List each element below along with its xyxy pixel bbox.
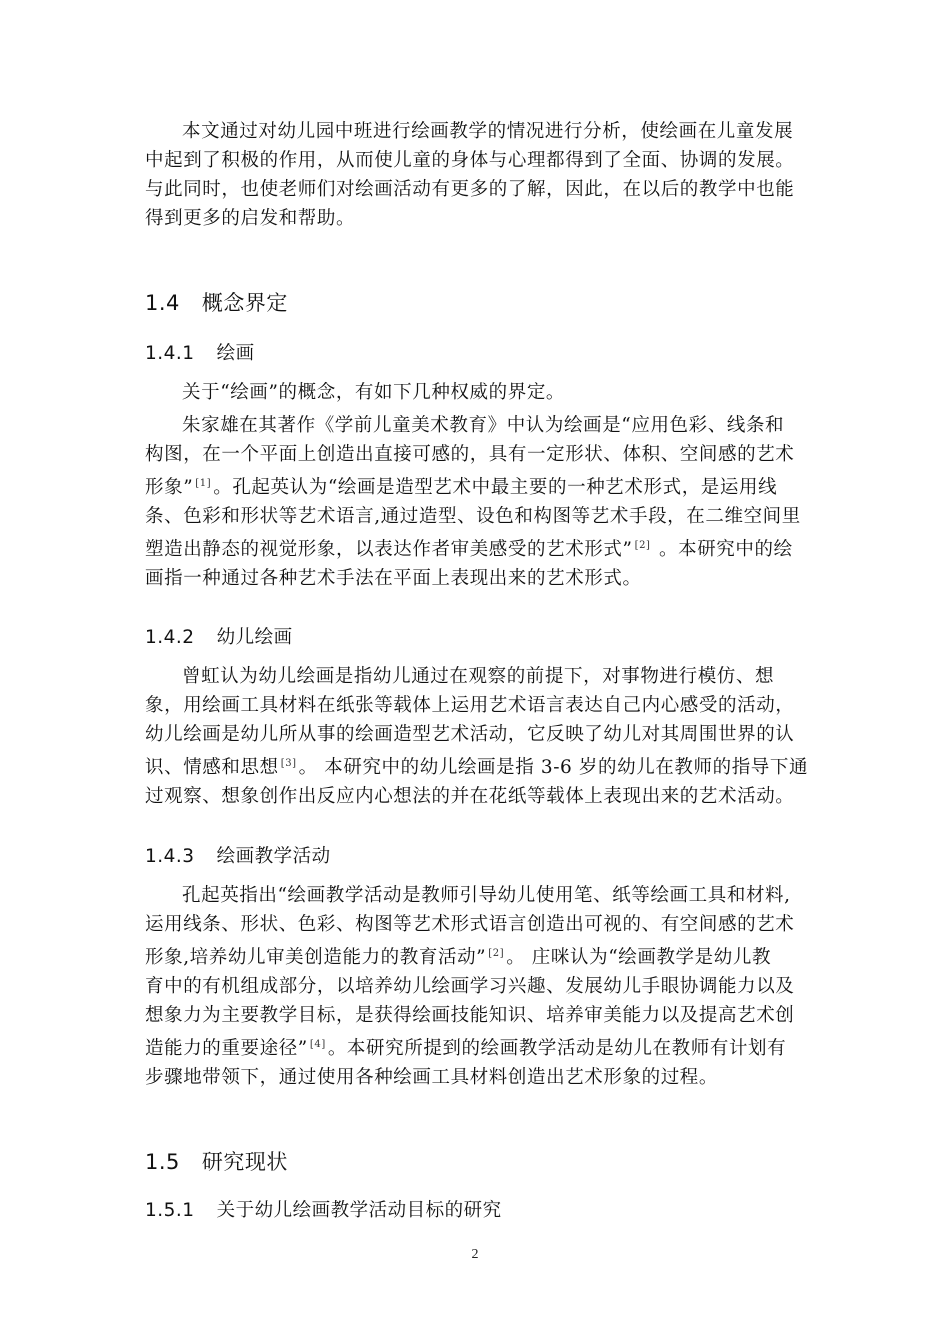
citation-2: [2]	[634, 540, 651, 551]
subsection-title: 绘画	[216, 343, 255, 364]
paragraph-painting-intro	[145, 378, 805, 407]
subsection-title: 绘画教学活动	[216, 846, 331, 867]
paragraph-line	[145, 531, 805, 564]
text-run: 。孔起英认为“绘画是造型艺术中最主要的一种艺术形式，是运用线	[213, 477, 778, 498]
text-run: 形象,培养幼儿审美创造能力的教育活动”	[145, 947, 487, 968]
text-run: 识、情感和思想	[145, 757, 279, 778]
paragraph-line: 孔起英指出“绘画教学活动是教师引导幼儿使用笔、纸等绘画工具和材料,	[182, 885, 791, 906]
subsection-heading-1-5-1	[145, 1196, 502, 1222]
paragraph-painting-teaching	[145, 881, 805, 1092]
intro-line: 本文通过对幼儿园中班进行绘画教学的情况进行分析，使绘画在儿童发展	[182, 121, 794, 142]
subsection-number: 1.5.1	[145, 1200, 195, 1221]
paragraph-line: 步骤地带领下，通过使用各种绘画工具材料创造出艺术形象的过程。	[145, 1067, 719, 1088]
paragraph-line: 构图，在一个平面上创造出直接可感的，具有一定形状、体积、空间感的艺术	[145, 444, 795, 465]
section-title: 概念界定	[201, 291, 288, 315]
paragraph-line	[145, 749, 809, 782]
citation-3: [3]	[280, 758, 297, 769]
paragraph-line: 幼儿绘画是幼儿所从事的绘画造型艺术活动，它反映了幼儿对其周围世界的认	[145, 724, 795, 745]
paragraph-painting-definition	[145, 411, 805, 593]
intro-line: 与此同时，也使老师们对绘画活动有更多的了解，因此，在以后的教学中也能	[145, 179, 795, 200]
paragraph-line: 想象力为主要教学目标，是获得绘画技能知识、培养审美能力以及提高艺术创	[145, 1005, 795, 1026]
intro-line: 得到更多的启发和帮助。	[145, 208, 356, 229]
paragraph-line: 条、色彩和形状等艺术语言,通过造型、设色和构图等艺术手段，在二维空间里	[145, 506, 801, 527]
section-heading-1-5	[145, 1146, 288, 1176]
subsection-number: 1.4.1	[145, 343, 195, 364]
section-number: 1.5	[145, 1150, 180, 1174]
citation-5: [4]	[309, 1039, 326, 1050]
text-run: 造能力的重要途径”	[145, 1038, 308, 1059]
subsection-title: 幼儿绘画	[216, 627, 293, 648]
text-run: 形象”	[145, 477, 194, 498]
paragraph-line	[145, 1030, 805, 1063]
paragraph-line: 过观察、想象创作出反应内心想法的并在花纸等载体上表现出来的艺术活动。	[145, 786, 795, 807]
text-run: 。本研究中的绘	[652, 539, 793, 560]
paragraph-line: 曾虹认为幼儿绘画是指幼儿通过在观察的前提下，对事物进行模仿、想	[182, 666, 775, 687]
citation-4: [2]	[488, 948, 505, 959]
paragraph-line: 象，用绘画工具材料在纸张等载体上运用艺术语言表达自己内心感受的活动，	[145, 695, 795, 716]
text-run: 。 本研究中的幼儿绘画是指 3-6 岁的幼儿在教师的指导下通	[298, 757, 809, 778]
subsection-heading-1-4-2	[145, 623, 293, 649]
section-title: 研究现状	[201, 1150, 288, 1174]
paragraph-child-painting	[145, 662, 809, 811]
paragraph-line: 运用线条、形状、色彩、构图等艺术形式语言创造出可视的、有空间感的艺术	[145, 914, 795, 935]
citation-1: [1]	[195, 478, 212, 489]
subsection-heading-1-4-3	[145, 842, 331, 868]
intro-line: 中起到了积极的作用，从而使儿童的身体与心理都得到了全面、协调的发展。	[145, 150, 795, 171]
text-run: 。 庄咪认为“绘画教学是幼儿教	[506, 947, 772, 968]
subsection-number: 1.4.3	[145, 846, 195, 867]
intro-paragraph	[145, 117, 805, 233]
text-run: 。本研究所提到的绘画教学活动是幼儿在教师有计划有	[327, 1038, 787, 1059]
section-heading-1-4	[145, 287, 288, 317]
paragraph-line: 育中的有机组成部分，以培养幼儿绘画学习兴趣、发展幼儿手眼协调能力以及	[145, 976, 795, 997]
page-number: 2	[471, 1247, 479, 1262]
text-run: 塑造出静态的视觉形象，以表达作者审美感受的艺术形式”	[145, 539, 633, 560]
section-number: 1.4	[145, 291, 180, 315]
paragraph-line	[145, 939, 805, 972]
subsection-number: 1.4.2	[145, 627, 195, 648]
subsection-title: 关于幼儿绘画教学活动目标的研究	[216, 1200, 502, 1221]
paragraph-line: 画指一种通过各种艺术手法在平面上表现出来的艺术形式。	[145, 568, 642, 589]
subsection-heading-1-4-1	[145, 339, 255, 365]
paragraph-line: 关于“绘画”的概念，有如下几种权威的界定。	[182, 382, 566, 403]
paragraph-line: 朱家雄在其著作《学前儿童美术教育》中认为绘画是“应用色彩、线条和	[182, 415, 785, 436]
paragraph-line	[145, 469, 805, 502]
